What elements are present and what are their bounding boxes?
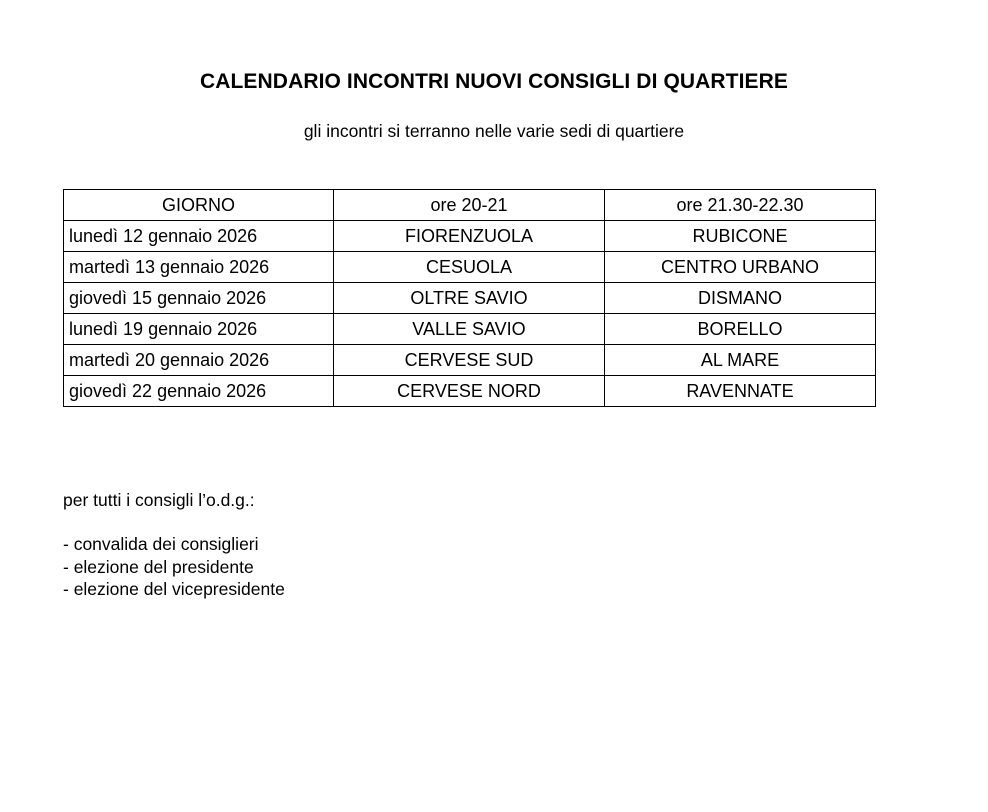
cell-day: martedì 13 gennaio 2026	[64, 252, 334, 283]
table-row	[64, 376, 876, 407]
table-row	[64, 314, 876, 345]
cell-slot-1: CESUOLA	[334, 252, 605, 283]
cell-slot-2: AL MARE	[605, 345, 876, 376]
table-row	[64, 345, 876, 376]
agenda-item: - elezione del presidente	[63, 556, 254, 577]
cell-day: lunedì 19 gennaio 2026	[64, 314, 334, 345]
cell-day: lunedì 12 gennaio 2026	[64, 221, 334, 252]
header-giorno: GIORNO	[64, 190, 334, 221]
cell-slot-1: VALLE SAVIO	[334, 314, 605, 345]
header-slot-2: ore 21.30-22.30	[605, 190, 876, 221]
agenda-item: - elezione del vicepresidente	[63, 579, 285, 599]
cell-slot-2: RUBICONE	[605, 221, 876, 252]
cell-slot-1: CERVESE NORD	[334, 376, 605, 407]
table-row	[64, 252, 876, 283]
agenda-list	[63, 533, 285, 601]
cell-slot-2: BORELLO	[605, 314, 876, 345]
table-header-row	[64, 190, 876, 221]
cell-day: giovedì 15 gennaio 2026	[64, 283, 334, 314]
agenda-intro: per tutti i consigli l’o.d.g.:	[63, 490, 255, 510]
agenda-section	[63, 490, 285, 601]
agenda-item: - convalida dei consiglieri	[63, 534, 259, 554]
header-slot-1: ore 20-21	[334, 190, 605, 221]
table-row	[64, 221, 876, 252]
document-title: CALENDARIO INCONTRI NUOVI CONSIGLI DI QUARTIERE	[199, 70, 789, 93]
schedule-table	[63, 189, 876, 407]
cell-slot-2: RAVENNATE	[605, 376, 876, 407]
cell-day: martedì 20 gennaio 2026	[64, 345, 334, 376]
cell-slot-1: OLTRE SAVIO	[334, 283, 605, 314]
cell-slot-1: CERVESE SUD	[334, 345, 605, 376]
cell-slot-2: CENTRO URBANO	[605, 252, 876, 283]
document-subtitle: gli incontri si terranno nelle varie sedi di quartiere	[303, 121, 685, 141]
cell-slot-1: FIORENZUOLA	[334, 221, 605, 252]
cell-day: giovedì 22 gennaio 2026	[64, 376, 334, 407]
cell-slot-2: DISMANO	[605, 283, 876, 314]
table-row	[64, 283, 876, 314]
